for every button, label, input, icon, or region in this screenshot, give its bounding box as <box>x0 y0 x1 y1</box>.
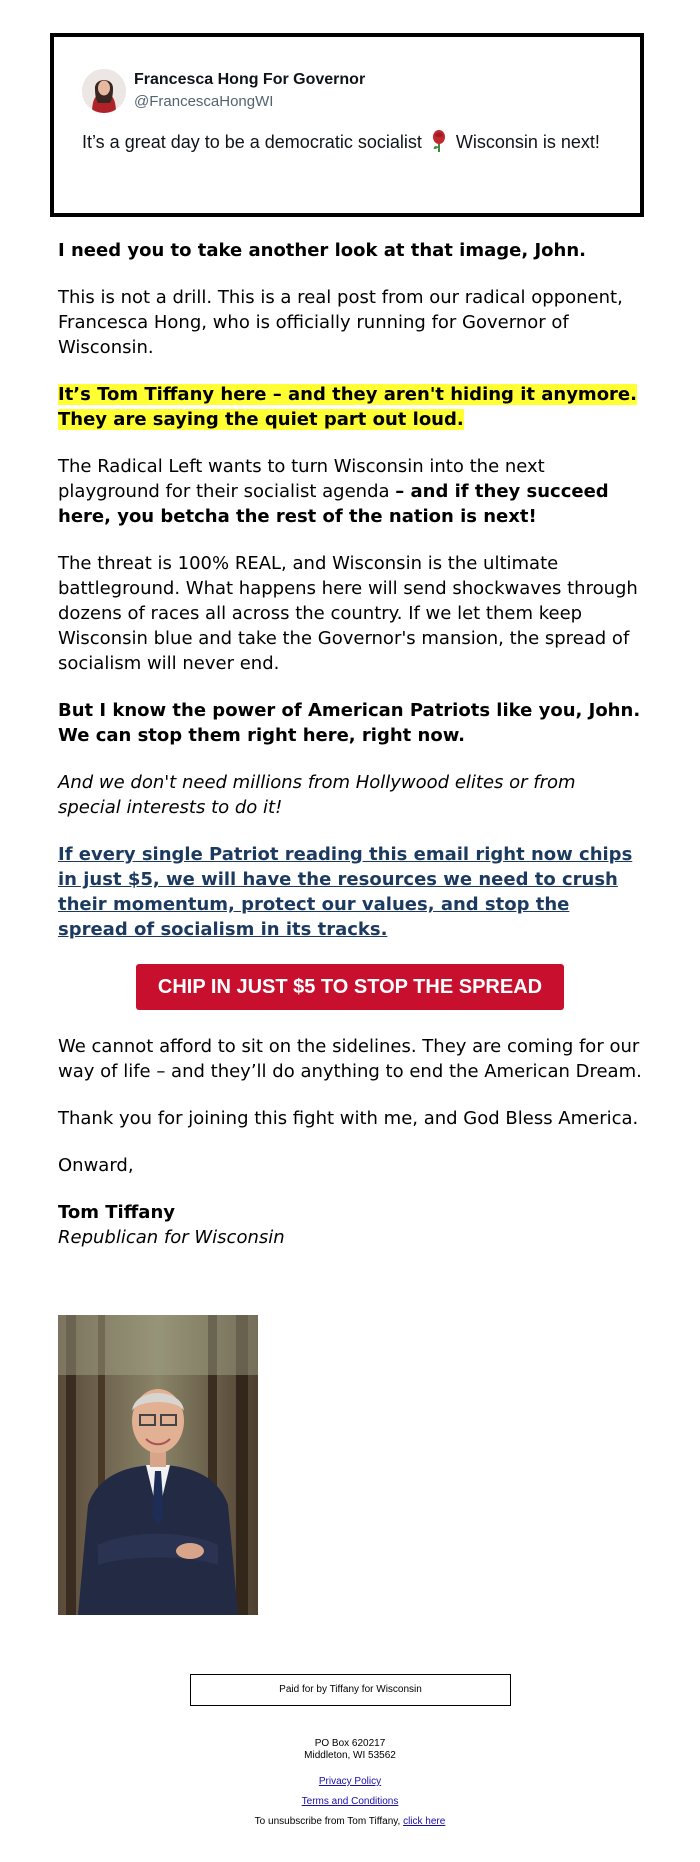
agenda-bold-text: – and if they succeed here, you betcha the rest of the nation is next! <box>58 481 609 527</box>
tweet-text-after: Wisconsin is next! <box>455 132 600 152</box>
paragraph-thanks: Thank you for joining this fight with me, and God Bless America. <box>58 1108 639 1129</box>
signer-name: Tom Tiffany <box>58 1202 175 1223</box>
privacy-row <box>0 1776 700 1788</box>
rose-icon <box>429 129 449 153</box>
unsubscribe-text: To unsubscribe from Tom Tiffany, <box>254 1816 404 1827</box>
terms-link[interactable]: Terms and Conditions <box>301 1796 399 1807</box>
tweet-text <box>82 129 600 153</box>
unsubscribe-row <box>0 1816 700 1828</box>
paragraph-intro: This is not a drill. This is a real post from our radical opponent, Francesca Hong, who is officially running for Governor of Wisconsin. <box>58 287 623 358</box>
paragraph-agenda <box>58 454 642 529</box>
cta-row <box>58 964 642 1010</box>
closing-text: Onward, <box>58 1155 134 1176</box>
highlighted-text: It’s Tom Tiffany here – and they aren't hiding it anymore. They are saying the quiet part out loud. <box>58 384 637 430</box>
paragraph-elites: And we don't need millions from Hollywood elites or from special interests to do it! <box>58 772 576 818</box>
tweet-embed <box>50 33 644 217</box>
tweet-avatar <box>82 69 126 113</box>
privacy-policy-link[interactable]: Privacy Policy <box>318 1776 382 1787</box>
agenda-text: The Radical Left wants to turn Wisconsin into the next playground for their socialist agenda <box>58 456 545 502</box>
paragraph-highlight <box>58 382 642 432</box>
paragraph-sidelines: We cannot afford to sit on the sidelines. They are coming for our way of life – and they’ll do anything to end the American Dream. <box>58 1036 642 1082</box>
terms-row <box>0 1796 700 1808</box>
unsubscribe-link[interactable]: click here <box>403 1816 446 1827</box>
paid-for-disclaimer: Paid for by Tiffany for Wisconsin <box>190 1674 511 1706</box>
candidate-photo <box>58 1315 258 1615</box>
signer-title: Republican for Wisconsin <box>58 1227 285 1248</box>
paragraph-ask <box>58 842 642 942</box>
paragraph-threat: The threat is 100% REAL, and Wisconsin is the ultimate battleground. What happens here will send shockwaves through dozens of races all across the country. If we let them keep Wisconsin blue and take the Governor's mansion, the spread of socialism will never end. <box>58 553 638 674</box>
mailing-address <box>0 1738 700 1762</box>
tweet-handle: @FrancescaHongWI <box>134 93 274 110</box>
signature <box>58 1200 642 1250</box>
email-body <box>58 238 642 1250</box>
address-line-2: Middleton, WI 53562 <box>304 1750 396 1761</box>
address-line-1: PO Box 620217 <box>314 1738 386 1749</box>
donate-text-link[interactable]: If every single Patriot reading this email right now chips in just $5, we will have the resources we need to crush their momentum, protect our values, and stop the spread of socialism in its tracks. <box>58 844 633 940</box>
tweet-display-name: Francesca Hong For Governor <box>134 71 366 88</box>
paragraph-patriots: But I know the power of American Patriots like you, John. We can stop them right here, right now. <box>58 700 641 746</box>
tweet-text-before: It’s a great day to be a democratic socialist <box>82 132 422 152</box>
paragraph-greeting: I need you to take another look at that image, John. <box>58 240 586 261</box>
chip-in-button[interactable]: CHIP IN JUST $5 TO STOP THE SPREAD <box>136 964 564 1010</box>
